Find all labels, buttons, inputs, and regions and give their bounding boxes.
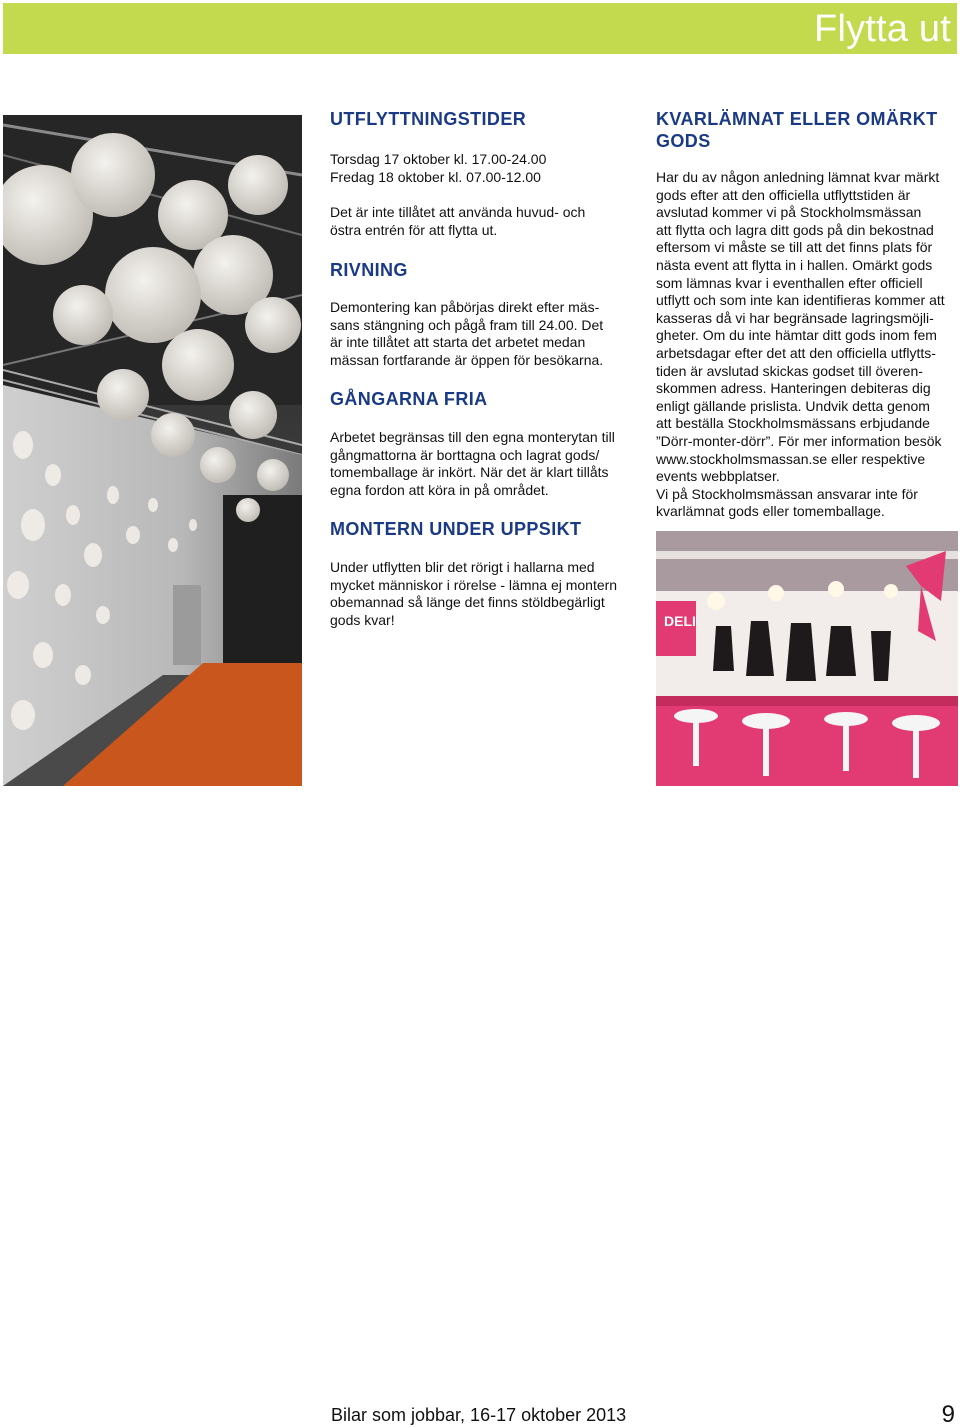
- body-line: avslutad kommer vi på Stockholmsmässan: [656, 204, 922, 221]
- section-heading-utflytt: UTFLYTTNINGSTIDER: [330, 109, 527, 129]
- section-heading-gangarna: GÅNGARNA FRIA: [330, 389, 488, 409]
- section-heading-kvarlamnat-line-2: GODS: [656, 131, 711, 151]
- body-line: skommen adress. Hanteringen debiteras dig: [656, 380, 931, 397]
- gangarna-line-4: egna fordon att köra in på området.: [330, 481, 549, 498]
- body-line: att flytta och lagra ditt gods på din bekostnad: [656, 221, 934, 238]
- exhibition-hall-photo: [3, 115, 302, 786]
- body-line: som lämnas kvar i eventhallen efter officiell: [656, 274, 923, 291]
- body-line: events webbplatser.: [656, 468, 780, 485]
- entrance-note-line-2: östra entrén för att flytta ut.: [330, 221, 498, 238]
- time-line-2: Fredag 18 oktober kl. 07.00-12.00: [330, 168, 541, 185]
- body-line: tiden är avslutad skickas godset till överen-: [656, 362, 923, 379]
- header-bar: [3, 3, 957, 54]
- body-line: Har du av någon anledning lämnat kvar märkt: [656, 169, 940, 185]
- body-line: kasseras då vi har begränsade lagringsmöjli-: [656, 309, 934, 326]
- time-line-1: Torsdag 17 oktober kl. 17.00-24.00: [330, 151, 547, 167]
- footer-text: Bilar som jobbar, 16-17 oktober 2013: [331, 1405, 627, 1425]
- montern-line-3: obemannad så länge det finns stöldbegärligt: [330, 594, 605, 610]
- right-column: [656, 108, 958, 521]
- body-line: arbetsdagar efter det att den officiella utflytts-: [656, 344, 936, 361]
- website-line: www.stockholmsmassan.se eller respektive: [656, 450, 926, 467]
- entrance-note-line-1: Det är inte tillåtet att använda huvud- och: [330, 204, 586, 220]
- body-line: nästa event att flytta in i hallen. Omärkt gods: [656, 256, 933, 273]
- page-title: Flytta ut: [814, 8, 951, 50]
- rivning-line-1: Demontering kan påbörjas direkt efter mäs-: [330, 299, 600, 315]
- rivning-line-3: är inte tillåtet att starta det arbetet medan: [330, 334, 586, 350]
- exhibition-booth-photo: [656, 531, 958, 786]
- body-line: gheter. Om du inte hämtar ditt gods inom fem: [656, 327, 937, 344]
- gangarna-line-1: Arbetet begränsas till den egna monterytan till: [330, 429, 615, 445]
- montern-line-4: gods kvar!: [330, 611, 395, 628]
- gangarna-line-2: gångmattorna är borttagna och lagrat gods/: [330, 446, 600, 463]
- page-number: 9: [941, 1401, 955, 1428]
- kvarlamnat-body: [656, 169, 958, 521]
- body-line: att beställa Stockholmsmässans erbjudande: [656, 415, 930, 432]
- body-line: gods efter att den officiella utflyttstiden är: [656, 186, 911, 203]
- deli-sign-text: DELI: [664, 613, 696, 629]
- body-line: ”Dörr-monter-dörr”. För mer information besök: [656, 432, 942, 449]
- rivning-line-4: mässan fortfarande är öppen för besökarna.: [330, 351, 604, 368]
- section-heading-montern: MONTERN UNDER UPPSIKT: [330, 519, 582, 539]
- body-line: kvarlämnat gods eller tomemballage.: [656, 503, 885, 520]
- body-line: utflytt och som inte kan identifieras kommer att: [656, 292, 945, 309]
- body-line: Vi på Stockholmsmässan ansvarar inte för: [656, 485, 918, 502]
- section-heading-rivning: RIVNING: [330, 260, 408, 280]
- body-line: enligt gällande prislista. Undvik detta genom: [656, 397, 930, 414]
- body-line: eftersom vi måste se till att det finns plats för: [656, 239, 933, 256]
- montern-line-2: mycket människor i rörelse - lämna ej montern: [330, 576, 618, 593]
- middle-column: [330, 108, 635, 629]
- montern-line-1: Under utflytten blir det rörigt i hallarna med: [330, 559, 595, 575]
- gangarna-line-3: tomemballage är inkört. När det är klart tillåts: [330, 464, 609, 480]
- section-heading-kvarlamnat-line-1: KVARLÄMNAT ELLER OMÄRKT: [656, 109, 938, 129]
- rivning-line-2: sans stängning och pågå fram till 24.00. Det: [330, 316, 604, 333]
